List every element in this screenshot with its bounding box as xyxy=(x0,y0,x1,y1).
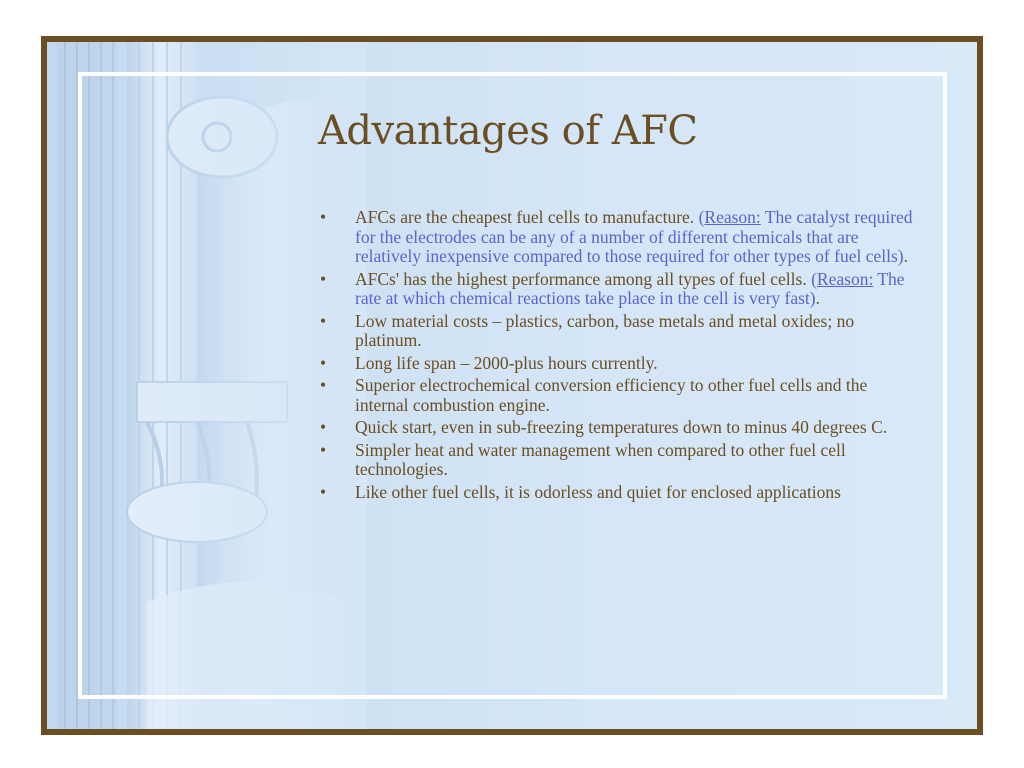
bullet-text: Superior electrochemical conversion efficiency to other fuel cells and the internal combustion engine. xyxy=(355,375,868,415)
bullet-text: AFCs' has the highest performance among all types of fuel cells. xyxy=(355,268,812,289)
list-item xyxy=(314,483,914,503)
reason-open: ( xyxy=(698,207,705,227)
bullet-icon: • xyxy=(320,375,327,395)
bullet-end: . xyxy=(903,246,908,266)
bullet-end: . xyxy=(815,288,820,308)
bullet-icon: • xyxy=(320,417,327,437)
reason-link[interactable]: Reason: xyxy=(704,207,761,227)
list-item xyxy=(314,270,914,309)
bullet-icon: • xyxy=(320,207,327,227)
bullet-icon: • xyxy=(320,268,327,289)
bullet-text: Long life span – 2000-plus hours currently. xyxy=(355,352,658,373)
list-item xyxy=(314,354,914,374)
bullet-icon: • xyxy=(320,352,327,373)
list-item xyxy=(314,376,914,415)
bullet-icon: • xyxy=(320,481,327,502)
slide-title: Advantages of AFC xyxy=(318,108,698,154)
bullet-icon: • xyxy=(320,310,327,331)
reason-text: The rate at which chemical reactions take place in the cell is very fast) xyxy=(355,268,905,308)
reason-text: The catalyst required for the electrodes can be any of a number of different chemicals that are relatively inexpensive compared to those required for other types of fuel cells) xyxy=(355,207,913,266)
bullet-icon: • xyxy=(320,439,327,460)
list-item xyxy=(314,441,914,480)
list-item xyxy=(314,312,914,351)
list-item xyxy=(314,418,914,438)
bullet-text: Low material costs – plastics, carbon, base metals and metal oxides; no platinum. xyxy=(355,310,855,350)
bullet-text: Simpler heat and water management when compared to other fuel cell technologies. xyxy=(355,439,846,479)
bullet-text: Like other fuel cells, it is odorless and quiet for enclosed applications xyxy=(355,481,841,502)
list-item xyxy=(314,208,914,267)
bullet-text: Quick start, even in sub-freezing temperatures down to minus 40 degrees C. xyxy=(355,417,888,437)
bullet-text: AFCs are the cheapest fuel cells to manufacture. xyxy=(355,207,699,227)
reason-link[interactable]: Reason: xyxy=(816,268,874,289)
reason-open: ( xyxy=(811,268,817,289)
bullet-list xyxy=(314,208,914,505)
